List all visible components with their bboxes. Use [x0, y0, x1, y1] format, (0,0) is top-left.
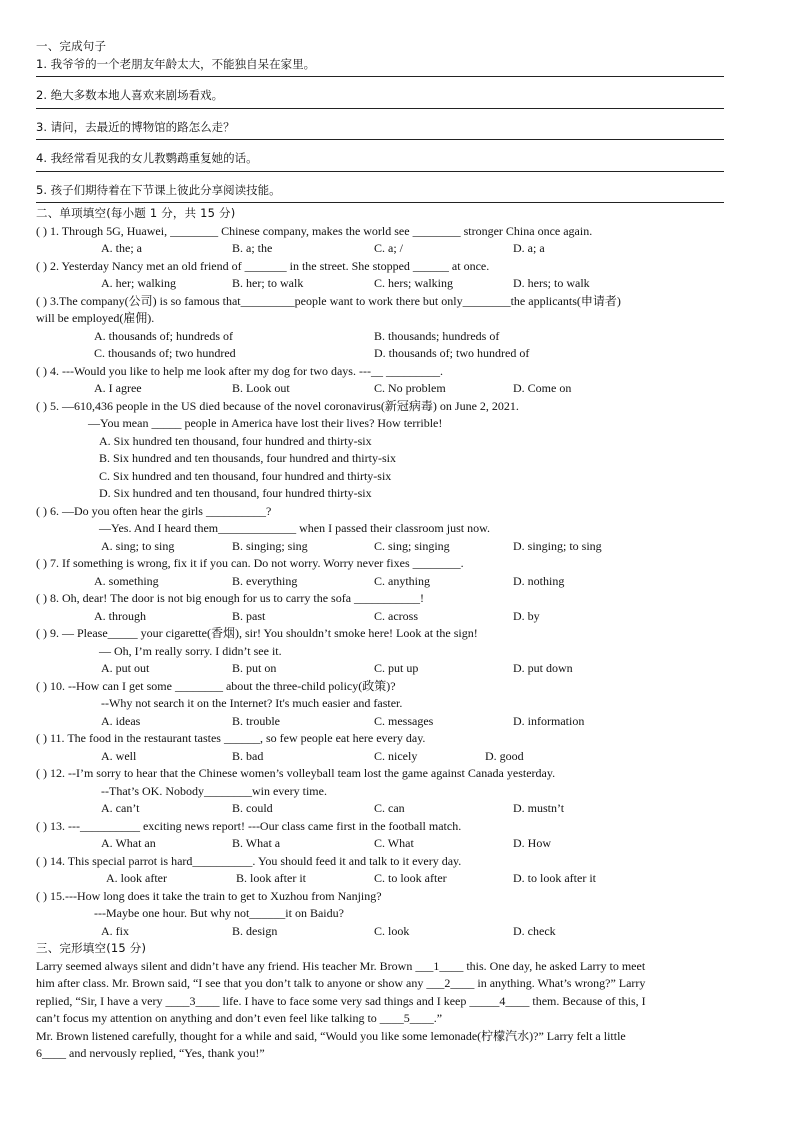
question-12-options: [36, 800, 758, 818]
option-b[interactable]: B. Look out: [232, 381, 290, 395]
option-d[interactable]: D. good: [485, 748, 524, 763]
option-a[interactable]: A. well: [101, 748, 137, 763]
option-c[interactable]: C. nicely: [374, 748, 418, 763]
answer-line-2[interactable]: [36, 108, 724, 109]
question-9-stem: ( ) 9. — Please_____ your cigarette(香烟), sir! You shouldn’t smoke here! Look at the sign!: [36, 626, 478, 640]
option-b[interactable]: B. could: [232, 801, 273, 815]
question-6-options: [36, 538, 758, 556]
question-15-stem: ( ) 15.---How long does it take the train to get to Xuzhou from Nanjing?: [36, 888, 382, 903]
question-8-stem: ( ) 8. Oh, dear! The door is not big enough for us to carry the sofa ___________!: [36, 591, 425, 605]
question-13-options: [36, 835, 758, 853]
option-c[interactable]: C. to look after: [374, 871, 447, 885]
option-c[interactable]: C. put up: [374, 661, 419, 675]
question-14-options: [36, 870, 758, 888]
cloze-line-2: him after class. Mr. Brown said, “I see that you don’t talk to anyone or show any ___2____ in anything. What’s wrong?” Larry: [36, 976, 646, 990]
option-d[interactable]: D. Six hundred and ten thousand, four hundred thirty-six: [99, 486, 372, 500]
question-13-stem: ( ) 13. ---__________ exciting news report! ---Our class came first in the football match.: [36, 818, 462, 833]
option-a[interactable]: A. her; walking: [101, 276, 176, 290]
cloze-line-5: Mr. Brown listened carefully, thought for a while and said, “Would you like some lemonade(柠檬汽水)?” Larry felt a little: [36, 1028, 626, 1043]
option-a[interactable]: A. can’t: [101, 801, 140, 815]
option-a[interactable]: A. thousands of; hundreds of: [94, 328, 233, 343]
option-d[interactable]: D. nothing: [513, 573, 565, 588]
question-1-stem: ( ) 1. Through 5G, Huawei, ________ Chinese company, makes the world see ________ stronger China once again.: [36, 223, 593, 238]
question-6-stem-continued: —Yes. And I heard them_____________ when I passed their classroom just now.: [99, 521, 490, 535]
option-a[interactable]: A. something: [94, 573, 159, 588]
question-9-options: [36, 660, 758, 678]
option-b[interactable]: B. a; the: [232, 241, 273, 255]
option-a[interactable]: A. I agree: [94, 381, 142, 395]
option-d[interactable]: D. thousands of; two hundred of: [374, 346, 530, 360]
answer-line-5[interactable]: [36, 202, 724, 203]
option-b[interactable]: B. look after it: [236, 871, 306, 885]
section-title-cloze: 三、完形填空(15 分): [36, 941, 147, 955]
option-c[interactable]: C. look: [374, 923, 410, 938]
question-15-stem-continued: ---Maybe one hour. But why not______it on Baidu?: [94, 906, 344, 920]
option-d[interactable]: D. Come on: [513, 381, 572, 395]
option-d[interactable]: D. a; a: [513, 241, 545, 255]
cloze-line-3: replied, “Sir, I have a very ____3____ life. I have to face some very sad things and I keep _____4____ them. Because of this, I: [36, 993, 646, 1008]
question-2-stem: ( ) 2. Yesterday Nancy met an old friend of _______ in the street. She stopped ______ at once.: [36, 258, 490, 273]
option-a[interactable]: A. sing; to sing: [101, 538, 175, 553]
question-10-options: [36, 713, 758, 731]
option-a[interactable]: A. What an: [101, 836, 156, 850]
sentence-item-5: 5. 孩子们期待着在下节课上彼此分享阅读技能。: [36, 182, 281, 197]
option-c[interactable]: C. anything: [374, 573, 430, 588]
option-a[interactable]: A. through: [94, 608, 146, 623]
option-c[interactable]: C. across: [374, 608, 418, 623]
option-c[interactable]: C. Six hundred and ten thousand, four hundred and thirty-six: [99, 468, 392, 483]
option-a[interactable]: A. look after: [106, 871, 167, 885]
question-2-options: [36, 275, 758, 293]
question-4-options: [36, 380, 758, 398]
option-b[interactable]: B. Six hundred and ten thousands, four hundred and thirty-six: [99, 451, 396, 465]
sentence-item-4: 4. 我经常看见我的女儿教鹦鹉重复她的话。: [36, 151, 258, 165]
answer-line-1[interactable]: [36, 76, 724, 77]
option-c[interactable]: C. No problem: [374, 381, 446, 395]
option-a[interactable]: A. Six hundred ten thousand, four hundred and thirty-six: [99, 433, 372, 448]
answer-line-3[interactable]: [36, 139, 724, 140]
question-3-stem-continued: will be employed(雇佣).: [36, 311, 155, 325]
option-a[interactable]: A. ideas: [101, 713, 141, 728]
sentence-item-1: 1. 我爷爷的一个老朋友年龄太大，不能独自呆在家里。: [36, 56, 316, 71]
option-d[interactable]: D. mustn’t: [513, 801, 565, 815]
worksheet-page: [36, 38, 758, 1063]
option-b[interactable]: B. past: [232, 608, 266, 623]
option-b[interactable]: B. singing; sing: [232, 538, 308, 553]
option-d[interactable]: D. check: [513, 923, 556, 938]
option-a[interactable]: A. the; a: [101, 241, 142, 255]
question-5-stem-continued: —You mean _____ people in America have lost their lives? How terrible!: [88, 416, 443, 430]
question-11-stem: ( ) 11. The food in the restaurant tastes ______, so few people eat here every day.: [36, 731, 426, 745]
option-b[interactable]: B. bad: [232, 748, 264, 763]
option-d[interactable]: D. by: [513, 608, 540, 623]
section-title-multiple-choice: 二、单项填空(每小题 1 分，共 15 分): [36, 206, 236, 220]
question-3-options-ab: [36, 328, 758, 346]
option-c[interactable]: C. can: [374, 801, 405, 815]
option-c[interactable]: C. sing; singing: [374, 538, 450, 553]
option-c[interactable]: C. hers; walking: [374, 276, 453, 290]
option-d[interactable]: D. How: [513, 836, 551, 850]
cloze-line-1: Larry seemed always silent and didn’t have any friend. His teacher Mr. Brown ___1____ this. One day, he asked Larry to meet: [36, 958, 646, 973]
option-c[interactable]: C. What: [374, 836, 414, 850]
question-14-stem: ( ) 14. This special parrot is hard__________. You should feed it and talk to it every day.: [36, 853, 462, 868]
question-15-options: [36, 923, 758, 941]
option-c[interactable]: C. messages: [374, 713, 434, 728]
option-b[interactable]: B. put on: [232, 661, 277, 675]
question-7-stem: ( ) 7. If something is wrong, fix it if you can. Do not worry. Worry never fixes ________.: [36, 556, 464, 570]
question-7-options: [36, 573, 758, 591]
option-b[interactable]: B. design: [232, 923, 278, 938]
question-10-stem-continued: --Why not search it on the Internet? It's much easier and faster.: [101, 696, 403, 710]
option-a[interactable]: A. put out: [101, 661, 150, 675]
section-title-complete-sentences: 一、完成句子: [36, 39, 107, 53]
answer-line-4[interactable]: [36, 171, 724, 172]
option-a[interactable]: A. fix: [101, 923, 129, 938]
question-8-options: [36, 608, 758, 626]
option-d[interactable]: D. hers; to walk: [513, 276, 590, 290]
question-4-stem: ( ) 4. ---Would you like to help me look after my dog for two days. ---__ _________.: [36, 363, 443, 378]
option-d[interactable]: D. singing; to sing: [513, 538, 602, 553]
sentence-item-2: 2. 绝大多数本地人喜欢来剧场看戏。: [36, 88, 224, 102]
cloze-line-4: can’t focus my attention on anything and don’t even feel like talking to ____5____.”: [36, 1011, 443, 1025]
option-d[interactable]: D. to look after it: [513, 871, 596, 885]
cloze-line-6: 6____ and nervously replied, “Yes, thank you!”: [36, 1046, 265, 1060]
question-3-stem: ( ) 3.The company(公司) is so famous that_________people want to work there but only________the applicants(申请者): [36, 293, 621, 308]
option-b[interactable]: B. What a: [232, 836, 281, 850]
option-c[interactable]: C. thousands of; two hundred: [94, 346, 236, 360]
question-3-options-cd: [36, 345, 758, 363]
sentence-item-3: 3. 请问，去最近的博物馆的路怎么走？: [36, 119, 235, 134]
option-b[interactable]: B. her; to walk: [232, 276, 304, 290]
option-b[interactable]: B. thousands; hundreds of: [374, 328, 500, 343]
option-b[interactable]: B. everything: [232, 573, 298, 588]
question-10-stem: ( ) 10. --How can I get some ________ about the three-child policy(政策)?: [36, 678, 396, 693]
question-6-stem: ( ) 6. —Do you often hear the girls __________?: [36, 503, 272, 518]
question-11-options: [36, 748, 758, 766]
question-1-options: [36, 240, 758, 258]
question-12-stem: ( ) 12. --I’m sorry to hear that the Chinese women’s volleyball team lost the game against Canada yesterday.: [36, 766, 556, 780]
option-c[interactable]: C. a; /: [374, 241, 403, 255]
option-d[interactable]: D. put down: [513, 661, 573, 675]
question-9-stem-continued: — Oh, I’m really sorry. I didn’t see it.: [99, 643, 282, 658]
option-b[interactable]: B. trouble: [232, 713, 280, 728]
option-d[interactable]: D. information: [513, 713, 585, 728]
question-5-stem: ( ) 5. —610,436 people in the US died because of the novel coronavirus(新冠病毒) on June 2, 2021.: [36, 398, 519, 413]
question-12-stem-continued: --That’s OK. Nobody________win every time.: [101, 783, 327, 798]
